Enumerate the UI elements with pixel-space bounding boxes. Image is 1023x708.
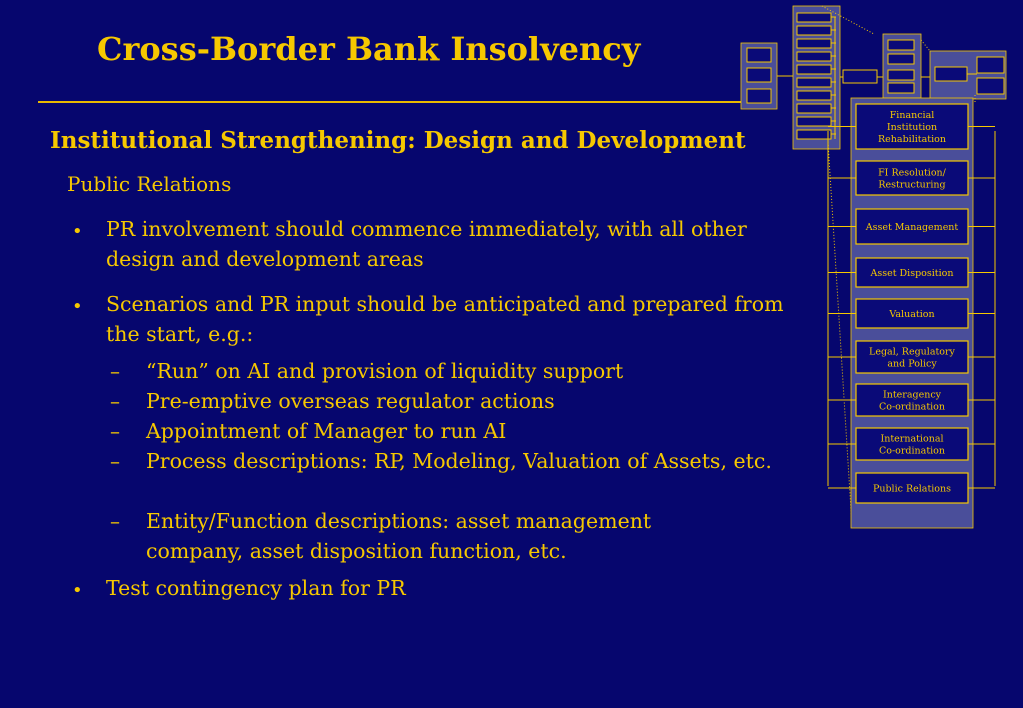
diagram-box-label: Financial	[889, 110, 935, 121]
mini-box	[797, 130, 831, 139]
sub-bullet-item: Pre-emptive overseas regulator actions	[146, 389, 555, 413]
slide-subtitle: Institutional Strengthening: Design and Development	[50, 127, 746, 154]
diagram-box-label: Restructuring	[878, 179, 946, 191]
sub-bullet-item: “Run” on AI and provision of liquidity support	[146, 359, 624, 383]
mini-box	[747, 48, 771, 62]
section-heading: Public Relations	[67, 172, 232, 196]
diagram-box-label: Interagency	[882, 389, 942, 401]
mini-box	[797, 52, 831, 61]
mini-box	[797, 78, 831, 87]
dash-marker: –	[110, 509, 120, 533]
diagram-box-label: and Policy	[887, 358, 937, 370]
mini-box	[797, 39, 831, 48]
diagram-box-label: Asset Disposition	[870, 268, 954, 279]
bullet-marker: •	[72, 296, 83, 317]
sub-bullet-item: Process descriptions: RP, Modeling, Valuation of Assets, etc.	[146, 449, 772, 473]
dash-marker: –	[110, 389, 120, 413]
dash-marker: –	[110, 419, 120, 443]
mini-box	[747, 89, 771, 103]
sub-bullet-item: Appointment of Manager to run AI	[146, 419, 507, 443]
diagram-box-label: Asset Management	[865, 222, 959, 233]
mini-box	[747, 68, 771, 82]
dash-marker: –	[110, 449, 120, 473]
sub-bullet-item: Entity/Function descriptions: asset management company, asset disposition function, etc.	[146, 509, 652, 563]
diagram-box-label: Co-ordination	[878, 445, 946, 457]
mini-box	[797, 65, 831, 74]
mini-box	[797, 13, 831, 22]
dash-marker: –	[110, 359, 120, 383]
diagram-box-label: Institution	[886, 122, 938, 133]
bullet-marker: •	[72, 580, 83, 601]
mini-box	[888, 40, 914, 50]
zoom-line	[828, 142, 852, 526]
bullet-item: Scenarios and PR input should be anticipated and prepared from the start, e.g.:	[106, 292, 784, 346]
diagram-box-label: Public Relations	[872, 483, 952, 495]
mini-box	[888, 70, 914, 80]
zoom-line	[921, 40, 930, 51]
mini-box	[977, 78, 1004, 94]
mini-box	[797, 91, 831, 100]
slide-title: Cross-Border Bank Insolvency	[97, 30, 641, 68]
diagram-box-label: Valuation	[889, 309, 935, 320]
mini-box	[888, 83, 914, 93]
diagram-box-label: FI Resolution/	[878, 167, 946, 179]
mini-box	[888, 54, 914, 64]
mini-box	[797, 117, 831, 126]
bullet-item: PR involvement should commence immediately, with all other design and development areas	[106, 217, 747, 271]
diagram-box-label: Co-ordination	[878, 401, 946, 413]
mini-box	[797, 104, 831, 113]
diagram-box-label: International	[880, 433, 944, 445]
diagram-box-label: Legal, Regulatory	[869, 346, 955, 358]
bullet-item: Test contingency plan for PR	[106, 576, 406, 600]
mini-box	[843, 70, 877, 83]
diagram-box-label: Rehabilitation	[878, 134, 946, 145]
bullet-marker: •	[72, 221, 83, 242]
mini-box	[935, 67, 967, 81]
mini-box	[797, 26, 831, 35]
mini-box	[977, 57, 1004, 73]
